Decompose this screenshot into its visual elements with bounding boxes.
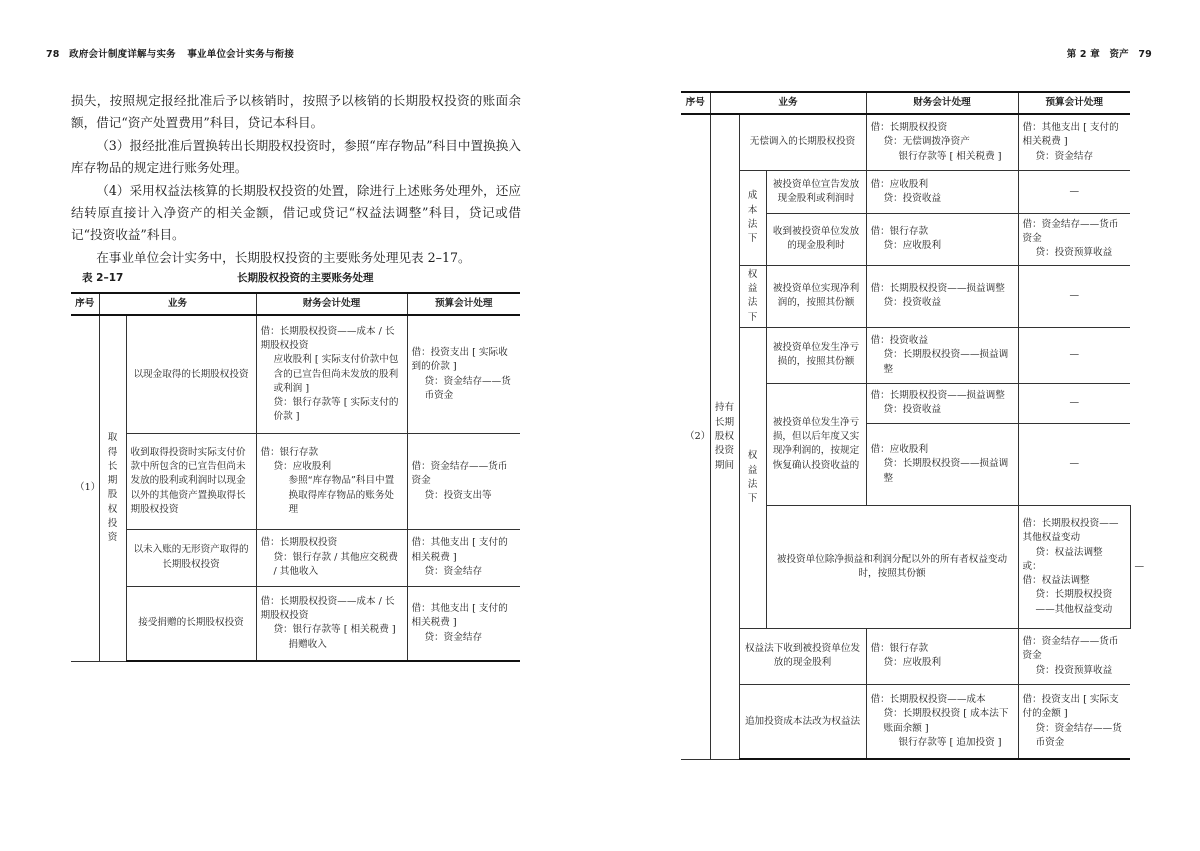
header-seq: 序号 (681, 92, 710, 114)
header-seq: 序号 (71, 293, 99, 315)
business-cell: 被投资单位除净损益和利润分配以外的所有者权益变动时，按照其份额 (766, 505, 1018, 628)
business-cell: 被投资单位宣告发放现金股利或利润时 (766, 170, 866, 213)
entry-line: 借：长期股权投资 (260, 537, 338, 549)
entry-line: 贷：投资预算收益 (1035, 664, 1113, 676)
entry-line: 借：应收股利 (870, 178, 929, 190)
entry-line: 贷：长期股权投资——损益调整 (883, 349, 1009, 375)
entry-line: 借：资金结存——货币资金 (1022, 218, 1119, 245)
financial-cell (866, 423, 1018, 505)
table-caption (82, 270, 412, 285)
right-page-header (1067, 46, 1158, 60)
entry-line: 借：长期股权投资——损益调整 (870, 283, 1005, 295)
left-page-number: 78 (46, 49, 60, 60)
budget-cell (1018, 684, 1130, 759)
entry-line: 捐赠收入 (288, 638, 327, 650)
entry-line: 参照“库存物品”科目中置换取得库存物品的账务处理 (288, 475, 395, 515)
entry-line: 借：权益法调整 (1022, 575, 1090, 587)
entry-line: 银行存款等 [ 相关税费 ] (898, 150, 1002, 162)
budget-cell (407, 434, 520, 530)
business-cell: 接受捐赠的长期股权投资 (126, 586, 256, 661)
seq-cell: （1） (71, 315, 99, 661)
group-cell: 持有长期股权投资期间 (710, 114, 739, 759)
entry-line: 贷：资金结存 (424, 565, 483, 577)
entry-line: 借：长期股权投资——成本 / 长期股权投资 (260, 325, 395, 351)
header-financial: 财务会计处理 (256, 293, 407, 315)
budget-cell (1018, 213, 1130, 265)
business-cell: 权益法下收到被投资单位发放的现金股利 (739, 628, 866, 684)
entry-line: 借：银行存款 (870, 643, 929, 655)
financial-cell (866, 628, 1018, 684)
entry-line: 借：投资收益 (870, 335, 929, 347)
table-number: 表 2–17 (82, 272, 124, 284)
business-cell: 无偿调入的长期股权投资 (739, 114, 866, 170)
financial-cell (256, 529, 407, 586)
entry-line: 贷：银行存款等 [ 实际支付的价款 ] (273, 397, 399, 423)
entry-line: 借：银行存款 (260, 446, 319, 458)
chapter-title: 资产 (1109, 49, 1129, 60)
entry-line: 贷：应收股利 (273, 460, 332, 472)
paragraph: 在事业单位会计实务中，长期股权投资的主要账务处理见表 2–17。 (96, 249, 471, 265)
paragraph: 损失，按照规定报经批准后予以核销时，按照予以核销的长期股权投资的账面余额，借记“资产处置费用”科目，贷记本科目。 (71, 93, 521, 131)
entry-line: 贷：资金结存——货币资金 (424, 375, 511, 402)
left-page-header (40, 46, 294, 60)
financial-cell (866, 327, 1018, 383)
entry-line: 贷：无偿调拨净资产 (883, 136, 970, 148)
financial-cell (256, 586, 407, 661)
header-budget: 预算会计处理 (407, 293, 520, 315)
entry-line: 贷：投资收益 (883, 297, 942, 309)
right-table: 序号 业务 财务会计处理 预算会计处理 （2） 持有长期股权投资期间 无偿调入的长期股权投资 借：长期股权投资 贷：无偿调拨净资产 银行存款等 [ 相关税费 ] 借：其他支出 [ 支付的相关税费 ] 贷：资金结存 成本法下 被投资单位宣告发放现金股利或利润时 借：应收股利 贷：投资收益 — 收到被投资单位发放的现金股利时 借：银行存款 贷：应收股利 借：资金结存——货币资金 贷：投资预算收益 权益法下 被投资单位实现净利润的，按照其份额 借：长期股权投资——损益调整 贷：投资收益 — 权益法下 被投资单位发生净亏损的，按照其份额 借：投资收益 贷：长期股权投资——损益调整 — 被投资单位发生净亏损，但以后年度又实现净利润的，按规定恢复确认投资收益的 借：长期股权投资——损益调整 贷：投资收益 — 借：应收股利 贷：长期股权投资——损益调整 — 被投资单位除净损益和利润分配以外的所有者权益变动时，按照其份额 借：长期股权投资——其他权益变动 贷：权益法调整 或： 借：权益法调整 贷：长期股权投资——其他权益变动 — 权益法下收到被投资单位发放的现金股利 借：银行存款 贷：应收股利 借：资金结存——货币资金 贷：投资预算收益 追加投资成本法改为权益法 借：长期股权投资——成本 贷：长期股权投资 [ 成本法下账面余额 ] 银行存款等 [ 追加投资 ] 借：投资支出 [ 实际支付的金额 ] 贷：资金结存——货币资金 (681, 91, 1130, 760)
entry-line: 借：长期股权投资——损益调整 (870, 390, 1005, 402)
method-cell: 权益法下 (739, 265, 766, 327)
method-cell: 权益法下 (739, 327, 766, 628)
business-cell: 收到取得投资时实际支付价款中所包含的已宣告但尚未发放的股利或利润时以现金以外的其他资产置换取得长期股权投资 (126, 434, 256, 530)
entry-line: 借：投资支出 [ 实际收到的价款 ] (411, 347, 508, 373)
header-business: 业务 (99, 293, 256, 315)
entry-line: 银行存款等 [ 追加投资 ] (898, 737, 1002, 749)
financial-cell (256, 315, 407, 433)
section-title: 事业单位会计实务与衔接 (187, 49, 295, 60)
financial-cell (866, 383, 1018, 423)
book-title: 政府会计制度详解与实务 (69, 49, 176, 60)
header-business: 业务 (710, 92, 866, 114)
entry-line: 借：投资支出 [ 实际支付的金额 ] (1022, 694, 1119, 720)
entry-line: 借：银行存款 (870, 226, 929, 237)
body-text (71, 90, 521, 269)
business-cell: 被投资单位发生净亏损，但以后年度又实现净利润的，按规定恢复确认投资收益的 (766, 383, 866, 505)
entry-line: 借：资金结存——货币资金 (411, 460, 508, 487)
paragraph: （4）采用权益法核算的长期股权投资的处置，除进行上述账务处理外，还应结转原直接计入净资产的相关金额，借记或贷记“权益法调整”科目，贷记或借记“投资收益”科目。 (71, 182, 521, 243)
method-cell: 成本法下 (739, 170, 766, 265)
entry-line: 贷：长期股权投资 [ 成本法下账面余额 ] (883, 708, 1009, 734)
entry-line: 借：其他支出 [ 支付的相关税费 ] (1022, 122, 1119, 148)
budget-cell: — (1018, 423, 1130, 505)
left-table (71, 292, 520, 662)
entry-line: 贷：银行存款等 [ 相关税费 ] (273, 624, 396, 636)
business-cell: 被投资单位发生净亏损的，按照其份额 (766, 327, 866, 383)
entry-line: 贷：资金结存 (1035, 150, 1094, 162)
budget-cell (1018, 628, 1130, 684)
entry-line: 借：其他支出 [ 支付的相关税费 ] (411, 537, 508, 563)
budget-cell: — (1018, 170, 1130, 213)
budget-cell (407, 586, 520, 661)
budget-cell: — (1018, 327, 1130, 383)
budget-cell (1018, 114, 1130, 170)
entry-line: 应收股利 [ 实际支付价款中包含的已宣告但尚未发放的股利或利润 ] (273, 354, 399, 394)
entry-line: 贷：长期股权投资——其他权益变动 (1035, 589, 1113, 615)
entry-line: 借：其他支出 [ 支付的相关税费 ] (411, 602, 508, 629)
entry-line: 借：长期股权投资——其他权益变动 (1022, 517, 1119, 544)
entry-line: 借：应收股利 (870, 444, 929, 456)
business-cell: 以现金取得的长期股权投资 (126, 315, 256, 433)
entry-line: 贷：投资收益 (883, 404, 942, 416)
business-cell: 被投资单位实现净利润的，按照其份额 (766, 265, 866, 327)
business-cell: 以未入账的无形资产取得的长期股权投资 (126, 529, 256, 586)
entry-line: 贷：投资预算收益 (1035, 247, 1113, 259)
chapter-number: 第 2 章 (1066, 49, 1100, 60)
business-cell: 追加投资成本法改为权益法 (739, 684, 866, 759)
entry-line: 借：长期股权投资——成本 / 长期股权投资 (260, 595, 395, 622)
entry-line: 贷：长期股权投资——损益调整 (883, 458, 1009, 484)
entry-line: 贷：资金结存 (424, 631, 483, 643)
financial-cell (866, 265, 1018, 327)
entry-line: 贷：投资收益 (883, 192, 942, 204)
financial-cell (866, 114, 1018, 170)
paragraph: （3）报经批准后置换转出长期股权投资时，参照“库存物品”科目中置换换入库存物品的规定进行账务处理。 (71, 137, 521, 176)
financial-cell (866, 170, 1018, 213)
entry-line: 借：长期股权投资——成本 (870, 694, 986, 706)
budget-cell: — (1018, 383, 1130, 423)
header-budget: 预算会计处理 (1018, 92, 1130, 114)
financial-cell (256, 434, 407, 530)
financial-cell (1018, 505, 1130, 628)
entry-line: 贷：应收股利 (883, 657, 942, 669)
financial-cell (866, 684, 1018, 759)
entry-line: 或： (1022, 560, 1042, 572)
entry-line: 借：资金结存——货币资金 (1022, 636, 1119, 662)
financial-cell (866, 213, 1018, 265)
entry-line: 贷：银行存款 / 其他应交税费 / 其他收入 (273, 551, 398, 577)
seq-cell: （2） (681, 114, 710, 759)
entry-line: 贷：应收股利 (883, 240, 942, 252)
table-title: 长期股权投资的主要账务处理 (237, 272, 374, 284)
business-cell: 收到被投资单位发放的现金股利时 (766, 213, 866, 265)
group-cell: 取得长期股权投资 (99, 315, 126, 661)
right-page-number: 79 (1138, 49, 1152, 60)
header-financial: 财务会计处理 (866, 92, 1018, 114)
entry-line: 借：长期股权投资 (870, 122, 948, 134)
entry-line: 贷：资金结存——货币资金 (1035, 722, 1122, 749)
entry-line: 贷：投资支出等 (424, 489, 492, 501)
budget-cell (407, 529, 520, 586)
entry-line: 贷：权益法调整 (1035, 546, 1103, 558)
budget-cell (407, 315, 520, 433)
budget-cell: — (1018, 265, 1130, 327)
